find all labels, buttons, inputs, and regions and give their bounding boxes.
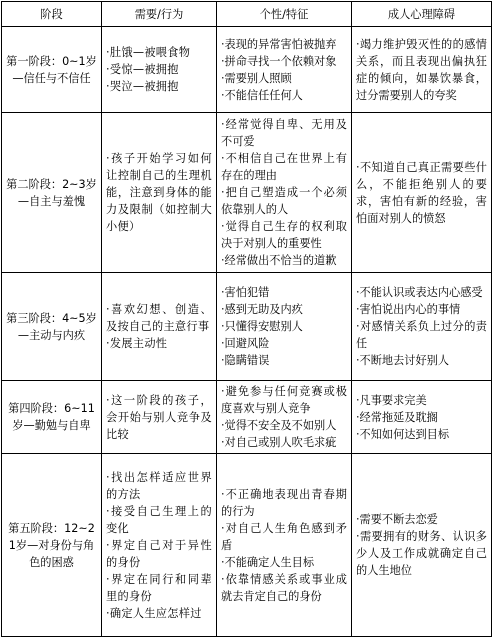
list-item: ·对自己或别人吹毛求疵 — [221, 436, 337, 449]
needs-cell — [102, 381, 217, 454]
list-item: ·发展主动性 — [106, 337, 168, 350]
list-item: ·不知道自己真正需要些什么，不能拒绝别人的要求，害怕有新的经验，害怕面对别人的愤怒 — [356, 160, 487, 225]
list-item: ·哭泣—被拥抱 — [106, 80, 179, 93]
needs-cell — [102, 454, 217, 637]
stage-cell — [2, 454, 102, 637]
table-row — [2, 381, 492, 454]
list-item: ·界定自己对于异性的身份 — [106, 538, 212, 569]
list-item: ·回避风险 — [221, 337, 270, 350]
stage-label: 第四阶段：6~11岁—勤勉与自卑 — [8, 402, 95, 432]
list-item: ·对自己人生角色感到矛盾 — [221, 521, 347, 552]
needs-cell — [102, 273, 217, 381]
table-row — [2, 454, 492, 637]
stage-cell — [2, 113, 102, 273]
list-item: ·需要别人照顾 — [221, 71, 292, 85]
disorders-cell — [352, 454, 492, 637]
header-stage: 阶段 — [2, 2, 102, 27]
list-item: ·害怕犯错 — [221, 286, 270, 299]
list-item: ·经常拖延及耽搁 — [356, 410, 438, 424]
list-item: ·觉得自己生存的权利取决于对别人的重要性 — [221, 220, 347, 250]
traits-cell — [217, 273, 352, 381]
list-item: ·不断地去讨好别人 — [356, 354, 450, 367]
list-item: ·不正确地表现出青春期的行为 — [221, 487, 347, 518]
stage-cell — [2, 381, 102, 454]
list-item: ·竭力维护毁灭性的的感情关系，而且表现出偏执狂症的倾向，如暴饮暴食，过分需要别人的夸奖 — [356, 37, 487, 102]
list-item: ·隐瞒错误 — [221, 354, 270, 367]
stage-label: 第二阶段：2~3岁—自主与羞愧 — [6, 177, 97, 208]
list-item: ·肚饿—被喂食物 — [106, 46, 191, 59]
development-stages-table — [1, 1, 492, 637]
list-item: ·需要不断去恋爱 — [356, 513, 438, 526]
table-row — [2, 273, 492, 381]
list-item: ·不能确定人生目标 — [221, 555, 315, 569]
disorders-cell — [352, 27, 492, 113]
header-row — [2, 2, 492, 27]
list-item: ·这一阶段的孩子，会开始与别人竞争及比较 — [106, 393, 212, 441]
stage-label: 第一阶段：0~1岁—信任与不信任 — [6, 54, 97, 85]
list-item: ·避免参与任何竞赛或极度喜欢与别人竞争 — [221, 385, 347, 415]
list-item: ·表现的异常害怕被抛弃 — [221, 37, 337, 51]
header-needs: 需要/行为 — [102, 2, 217, 27]
list-item: ·确定人生应怎样过 — [106, 606, 202, 620]
list-item: ·经常觉得自卑、无用及不可爱 — [221, 118, 347, 148]
list-item: ·不能信任任何人 — [221, 88, 303, 102]
stage-cell — [2, 273, 102, 381]
traits-cell — [217, 113, 352, 273]
list-item: ·不相信自己在世界上有存在的理由 — [221, 152, 347, 182]
list-item: ·拼命寻找一个依赖对象 — [221, 54, 337, 68]
traits-cell — [217, 454, 352, 637]
stage-label: 第三阶段：4~5岁—主动与内疚 — [6, 311, 97, 342]
needs-cell — [102, 27, 217, 113]
list-item: ·受惊—被拥抱 — [106, 63, 179, 76]
list-item: ·需要拥有的财务、认识多少人及工作成就确定自己的人生地位 — [356, 530, 487, 577]
list-item: ·界定在同行和同辈里的身份 — [106, 572, 212, 603]
list-item: ·觉得不安全及不如别人 — [221, 419, 337, 432]
table-row — [2, 113, 492, 273]
needs-cell — [102, 113, 217, 273]
list-item: ·接受自己生理上的变化 — [106, 504, 212, 535]
header-disorders: 成人心理障碍 — [352, 2, 492, 27]
traits-cell — [217, 381, 352, 454]
list-item: ·依靠情感关系或事业成就去肯定自己的身份 — [221, 572, 347, 603]
list-item: ·对感情关系负上过分的责任 — [356, 320, 487, 350]
list-item: ·害怕说出内心的事情 — [356, 303, 461, 316]
list-item: ·把自己塑造成一个必须依靠别人的人 — [221, 186, 347, 216]
disorders-cell — [352, 381, 492, 454]
list-item: ·不知如何达到目标 — [356, 427, 450, 441]
list-item: ·喜欢幻想、创造、及按自己的主意行事 — [106, 303, 212, 333]
disorders-cell — [352, 113, 492, 273]
stage-cell — [2, 27, 102, 113]
header-traits: 个性/特征 — [217, 2, 352, 27]
list-item: ·经常做出不恰当的道歉 — [221, 254, 337, 267]
list-item: ·凡事要求完美 — [356, 393, 427, 407]
list-item: ·感到无助及内疚 — [221, 303, 303, 316]
stage-label: 第五阶段：12~21岁—对身份与角色的困惑 — [8, 521, 95, 569]
disorders-cell — [352, 273, 492, 381]
table-row — [2, 27, 492, 113]
list-item: ·找出怎样适应世界的方法 — [106, 470, 212, 501]
list-item: ·只懂得安慰别人 — [221, 320, 303, 333]
list-item: ·不能认识或表达内心感受 — [356, 286, 483, 299]
traits-cell — [217, 27, 352, 113]
list-item: ·孩子开始学习如何让控制自己的生理机能，注意到身体的能力及限制（如控制大小便） — [106, 152, 212, 233]
